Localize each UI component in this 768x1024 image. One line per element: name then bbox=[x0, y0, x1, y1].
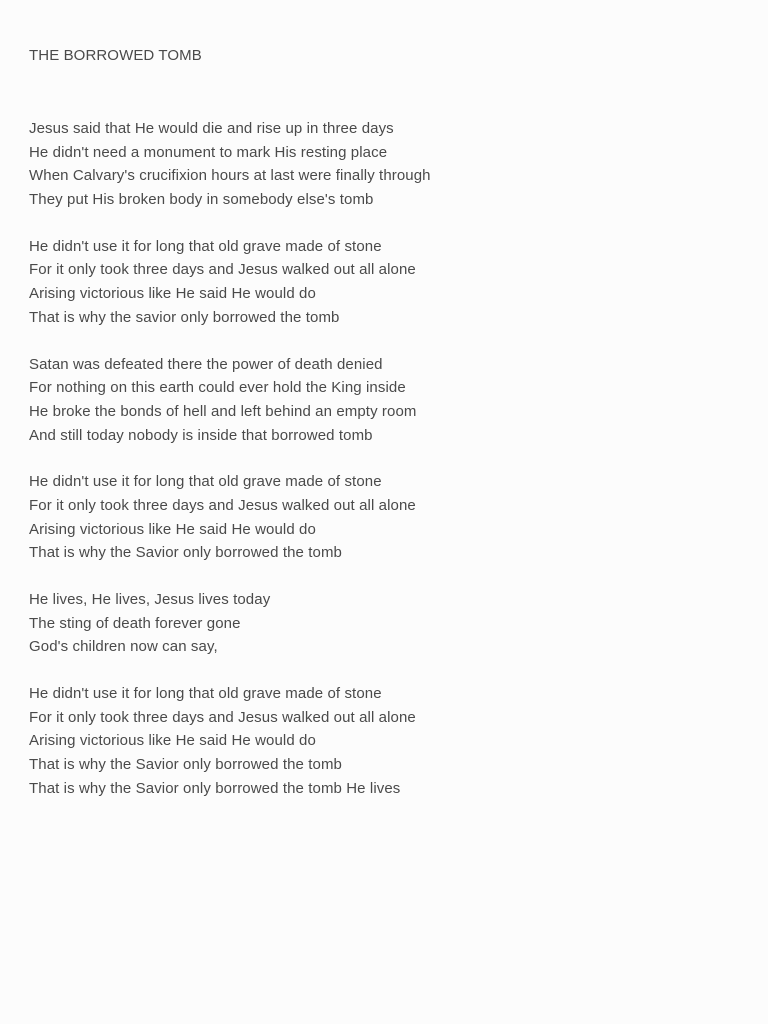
stanza bbox=[29, 353, 739, 448]
stanza bbox=[29, 235, 739, 330]
stanza bbox=[29, 470, 739, 565]
lyric-line: Arising victorious like He said He would do bbox=[29, 285, 316, 303]
lyric-line: Jesus said that He would die and rise up in three days bbox=[29, 120, 394, 137]
lyrics-body bbox=[29, 117, 739, 824]
lyric-line: He didn't use it for long that old grave made of stone bbox=[29, 685, 382, 703]
lyric-line: God's children now can say, bbox=[29, 638, 218, 656]
lyric-line: That is why the Savior only borrowed the tomb He lives bbox=[29, 779, 401, 797]
lyric-line: And still today nobody is inside that borrowed tomb bbox=[29, 426, 373, 444]
lyric-line: The sting of death forever gone bbox=[29, 614, 241, 632]
lyric-line: He didn't use it for long that old grave made of stone bbox=[29, 237, 382, 255]
lyric-line: For it only took three days and Jesus walked out all alone bbox=[29, 708, 416, 726]
lyric-line: That is why the Savior only borrowed the tomb bbox=[29, 544, 342, 562]
lyric-line: He lives, He lives, Jesus lives today bbox=[29, 591, 271, 608]
lyric-line: He broke the bonds of hell and left behind an empty room bbox=[29, 402, 417, 420]
lyric-line: When Calvary's crucifixion hours at last were finally through bbox=[29, 167, 431, 185]
lyric-line: For nothing on this earth could ever hold the King inside bbox=[29, 379, 406, 397]
stanza bbox=[29, 588, 739, 659]
lyric-line: For it only took three days and Jesus walked out all alone bbox=[29, 261, 416, 279]
lyric-line: Arising victorious like He said He would do bbox=[29, 520, 316, 538]
lyric-line: Satan was defeated there the power of death denied bbox=[29, 355, 383, 373]
lyric-line: He didn't use it for long that old grave made of stone bbox=[29, 473, 382, 491]
lyric-line: He didn't need a monument to mark His resting place bbox=[29, 143, 388, 161]
lyric-line: They put His broken body in somebody else's tomb bbox=[29, 191, 374, 209]
stanza bbox=[29, 682, 739, 800]
lyric-line: For it only took three days and Jesus walked out all alone bbox=[29, 496, 416, 514]
lyric-line: That is why the Savior only borrowed the tomb bbox=[29, 756, 342, 774]
stanza bbox=[29, 117, 739, 212]
lyric-line: That is why the savior only borrowed the tomb bbox=[29, 308, 340, 326]
document-title: THE BORROWED TOMB bbox=[29, 47, 202, 64]
lyric-line: Arising victorious like He said He would do bbox=[29, 732, 316, 750]
